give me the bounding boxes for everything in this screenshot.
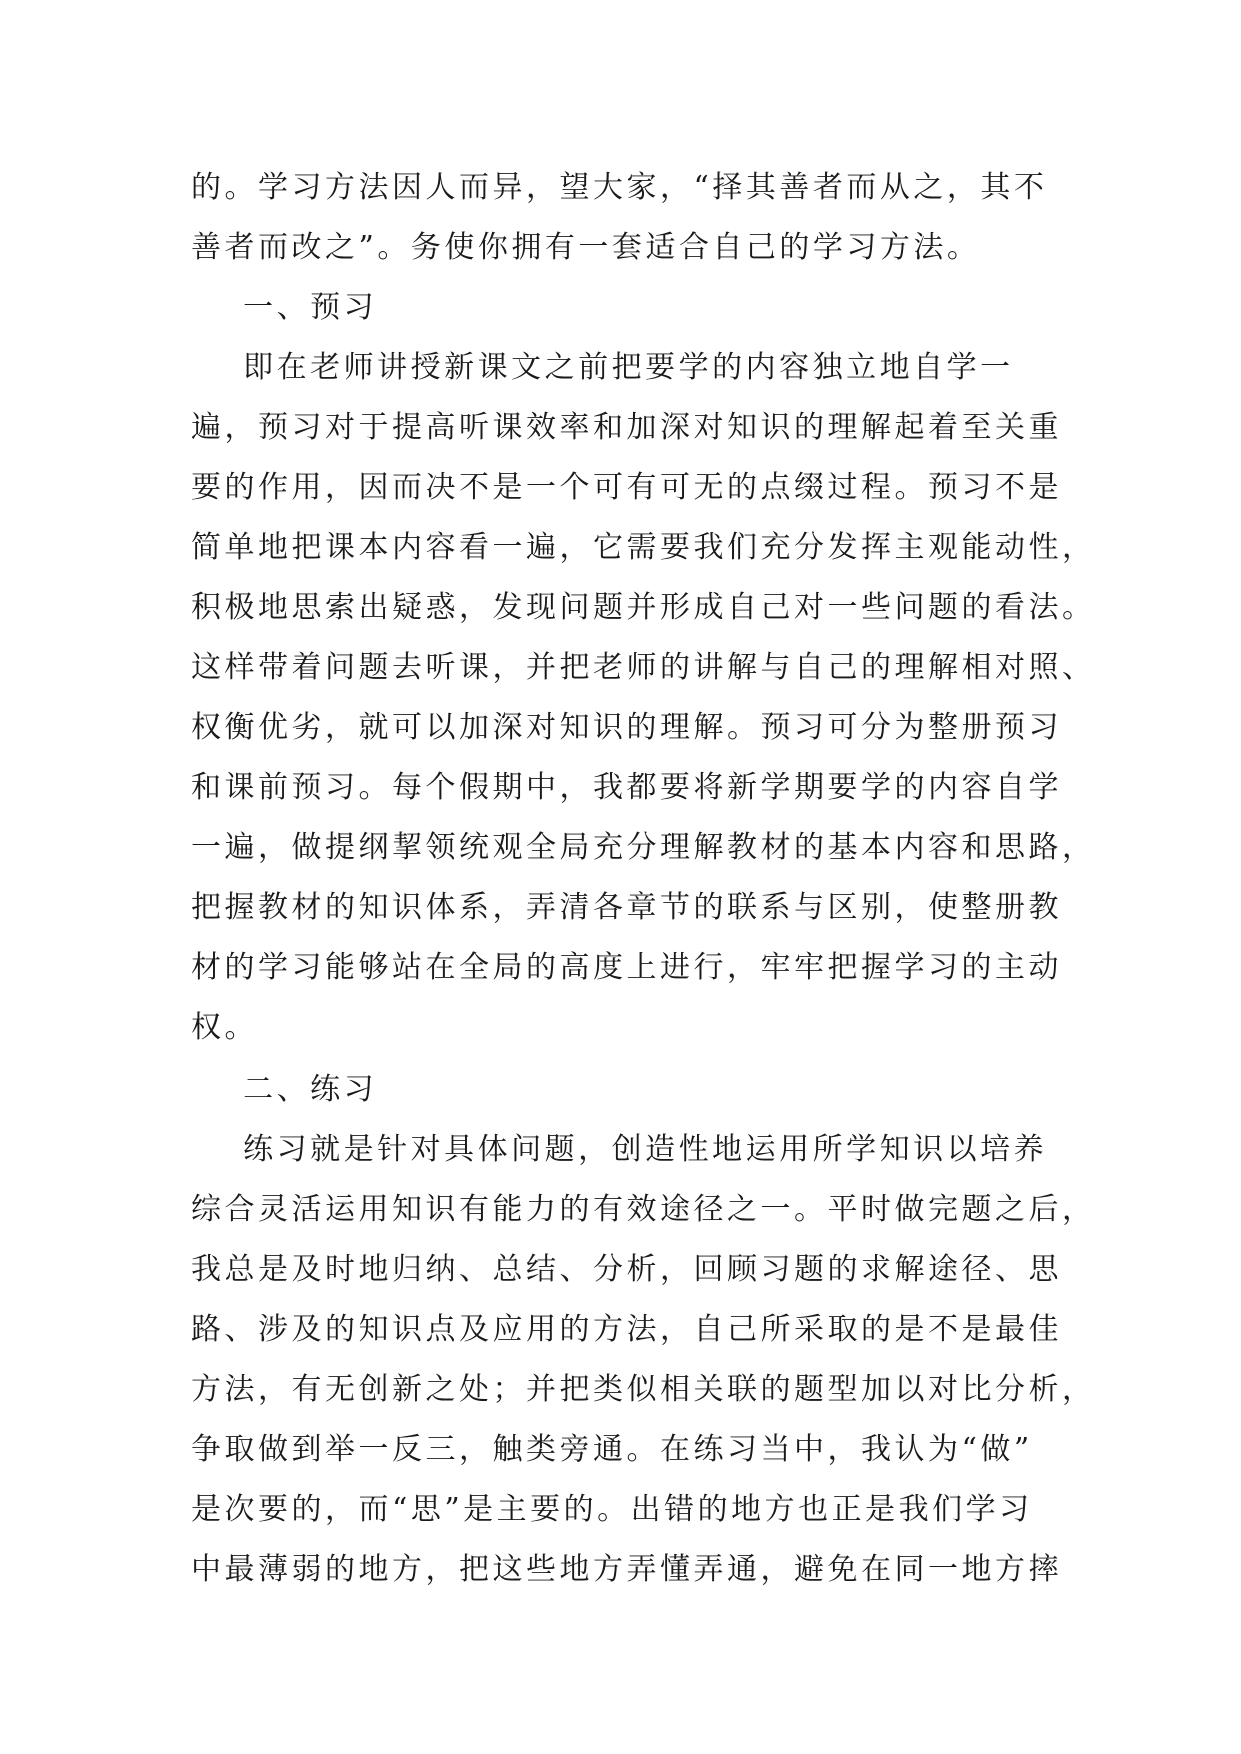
text-line: 即在老师讲授新课文之前把要学的内容独立地自学一 (191, 350, 1014, 385)
text-line: 和课前预习。每个假期中，我都要将新学期要学的内容自学 (191, 770, 1062, 805)
text-line: 材的学习能够站在全局的高度上进行，牢牢把握学习的主动 (191, 950, 1062, 985)
text-line: 一遍，做提纲挈领统观全局充分理解教材的基本内容和思路， (191, 830, 1096, 865)
text-line: 这样带着问题去听课，并把老师的讲解与自己的理解相对照、 (191, 650, 1096, 685)
text-line: 的。学习方法因人而异，望大家，“择其善者而从之，其不 (191, 170, 1048, 205)
body-text (191, 158, 1096, 1600)
text-line: 要的作用，因而决不是一个可有可无的点缀过程。预习不是 (191, 470, 1062, 505)
text-line: 争取做到举一反三，触类旁通。在练习当中，我认为“做” (191, 1432, 1033, 1467)
text-line: 善者而改之”。务使你拥有一套适合自己的学习方法。 (191, 230, 981, 265)
section-heading: 一、预习 (191, 290, 378, 325)
text-line: 积极地思索出疑惑，发现问题并形成自己对一些问题的看法。 (191, 590, 1096, 625)
text-line: 权衡优劣，就可以加深对知识的理解。预习可分为整册预习 (191, 710, 1062, 745)
text-line: 是次要的，而“思”是主要的。出错的地方也正是我们学习 (191, 1492, 1033, 1527)
text-line: 方法，有无创新之处；并把类似相关联的题型加以对比分析， (191, 1372, 1096, 1407)
text-line: 练习就是针对具体问题，创造性地运用所学知识以培养 (191, 1132, 1048, 1167)
section-heading: 二、练习 (191, 1072, 378, 1107)
text-line: 遍，预习对于提高听课效率和加深对知识的理解起着至关重 (191, 410, 1062, 445)
text-line: 把握教材的知识体系，弄清各章节的联系与区别，使整册教 (191, 890, 1062, 925)
text-line: 权。 (191, 1010, 258, 1045)
text-line: 我总是及时地归纳、总结、分析，回顾习题的求解途径、思 (191, 1252, 1062, 1287)
text-line: 简单地把课本内容看一遍，它需要我们充分发挥主观能动性， (191, 530, 1096, 565)
text-line: 综合灵活运用知识有能力的有效途径之一。平时做完题之后， (191, 1192, 1096, 1227)
text-line: 中最薄弱的地方，把这些地方弄懂弄通，避免在同一地方摔 (191, 1552, 1062, 1587)
text-line: 路、涉及的知识点及应用的方法，自己所采取的是不是最佳 (191, 1312, 1062, 1347)
